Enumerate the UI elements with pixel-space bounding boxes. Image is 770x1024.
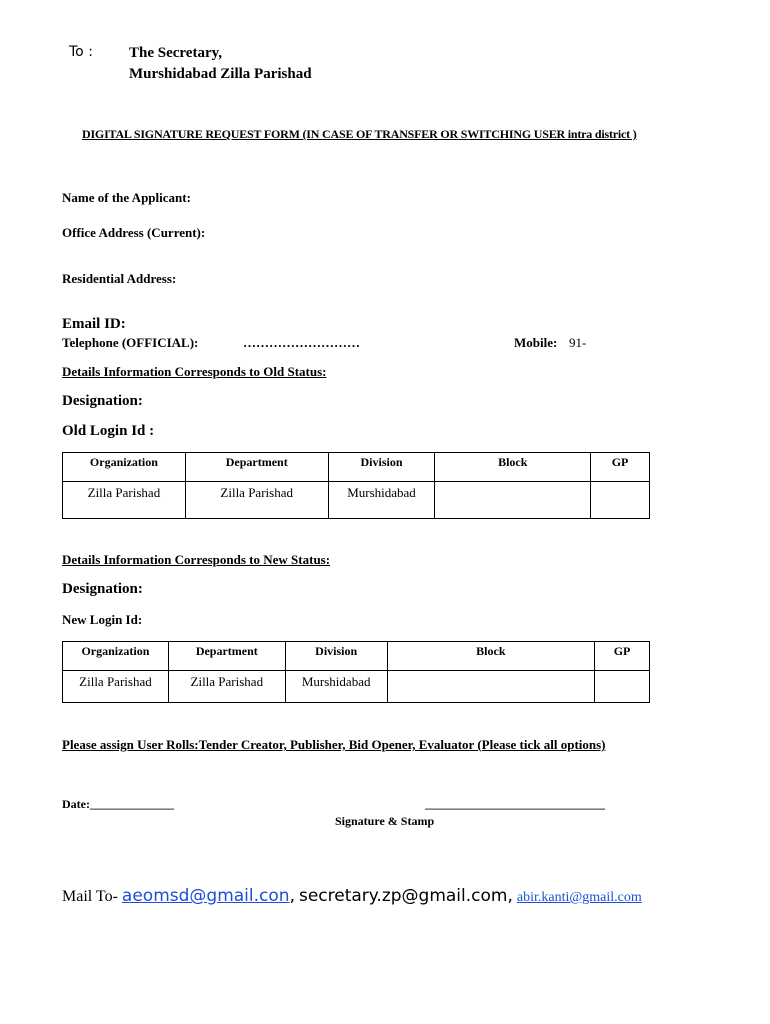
new-status-title: Details Information Corresponds to New Status:	[62, 552, 331, 567]
old-col-block: Block	[435, 453, 591, 482]
old-cell-organization: Zilla Parishad	[63, 482, 186, 519]
old-cell-division: Murshidabad	[328, 482, 435, 519]
new-cell-division: Murshidabad	[285, 671, 387, 703]
new-login-label: New Login Id:	[62, 612, 143, 627]
table-row	[63, 482, 650, 519]
old-cell-department: Zilla Parishad	[185, 482, 328, 519]
email-separator: ,	[289, 886, 295, 906]
old-col-department: Department	[185, 453, 328, 482]
mail-to-label: Mail To-	[62, 888, 118, 905]
new-col-organization: Organization	[63, 642, 169, 671]
residential-address-label: Residential Address:	[62, 271, 177, 286]
date-label: Date:______________	[62, 797, 174, 811]
new-col-department: Department	[168, 642, 285, 671]
old-col-organization: Organization	[63, 453, 186, 482]
old-status-table	[62, 452, 650, 519]
new-cell-block[interactable]	[387, 671, 594, 703]
recipient-title: The Secretary,	[129, 45, 223, 61]
telephone-label: Telephone (OFFICIAL):	[62, 335, 199, 350]
office-address-label: Office Address (Current):	[62, 225, 206, 240]
old-table-header	[63, 453, 650, 482]
applicant-name-label: Name of the Applicant:	[62, 190, 191, 205]
old-col-division: Division	[328, 453, 435, 482]
new-table-header	[63, 642, 650, 671]
new-col-block: Block	[387, 642, 594, 671]
mobile-label: Mobile:	[514, 335, 558, 350]
telephone-dots: ………………………	[243, 335, 360, 350]
mobile-prefix: 91-	[569, 335, 587, 350]
new-status-table	[62, 641, 650, 703]
email-link-abir[interactable]: abir.kanti@gmail.com	[516, 890, 642, 905]
recipient-office: Murshidabad Zilla Parishad	[129, 66, 312, 82]
email-id-label: Email ID:	[62, 316, 126, 332]
email-secretary: secretary.zp@gmail.com,	[298, 886, 513, 906]
old-col-gp: GP	[591, 453, 650, 482]
table-row	[63, 671, 650, 703]
new-col-division: Division	[285, 642, 387, 671]
old-status-title: Details Information Corresponds to Old Status:	[62, 364, 327, 379]
new-cell-department: Zilla Parishad	[168, 671, 285, 703]
new-col-gp: GP	[595, 642, 650, 671]
email-link-aeomsd[interactable]: aeomsd@gmail.con	[121, 886, 290, 906]
old-cell-block[interactable]	[435, 482, 591, 519]
new-designation-label: Designation:	[62, 581, 143, 597]
old-designation-label: Designation:	[62, 393, 143, 409]
user-roles-request: Please assign User Rolls:Tender Creator, Publisher, Bid Opener, Evaluator (Please tick all options)	[62, 737, 606, 752]
signature-line: ______________________________	[425, 797, 605, 811]
old-login-label: Old Login Id :	[62, 423, 155, 439]
new-cell-organization: Zilla Parishad	[63, 671, 169, 703]
to-label: To :	[69, 44, 93, 60]
signature-stamp-label: Signature & Stamp	[335, 814, 435, 828]
form-title: DIGITAL SIGNATURE REQUEST FORM (IN CASE OF TRANSFER OR SWITCHING USER intra district )	[82, 127, 637, 141]
new-cell-gp[interactable]	[595, 671, 650, 703]
old-cell-gp[interactable]	[591, 482, 650, 519]
mail-to-line	[62, 886, 642, 906]
